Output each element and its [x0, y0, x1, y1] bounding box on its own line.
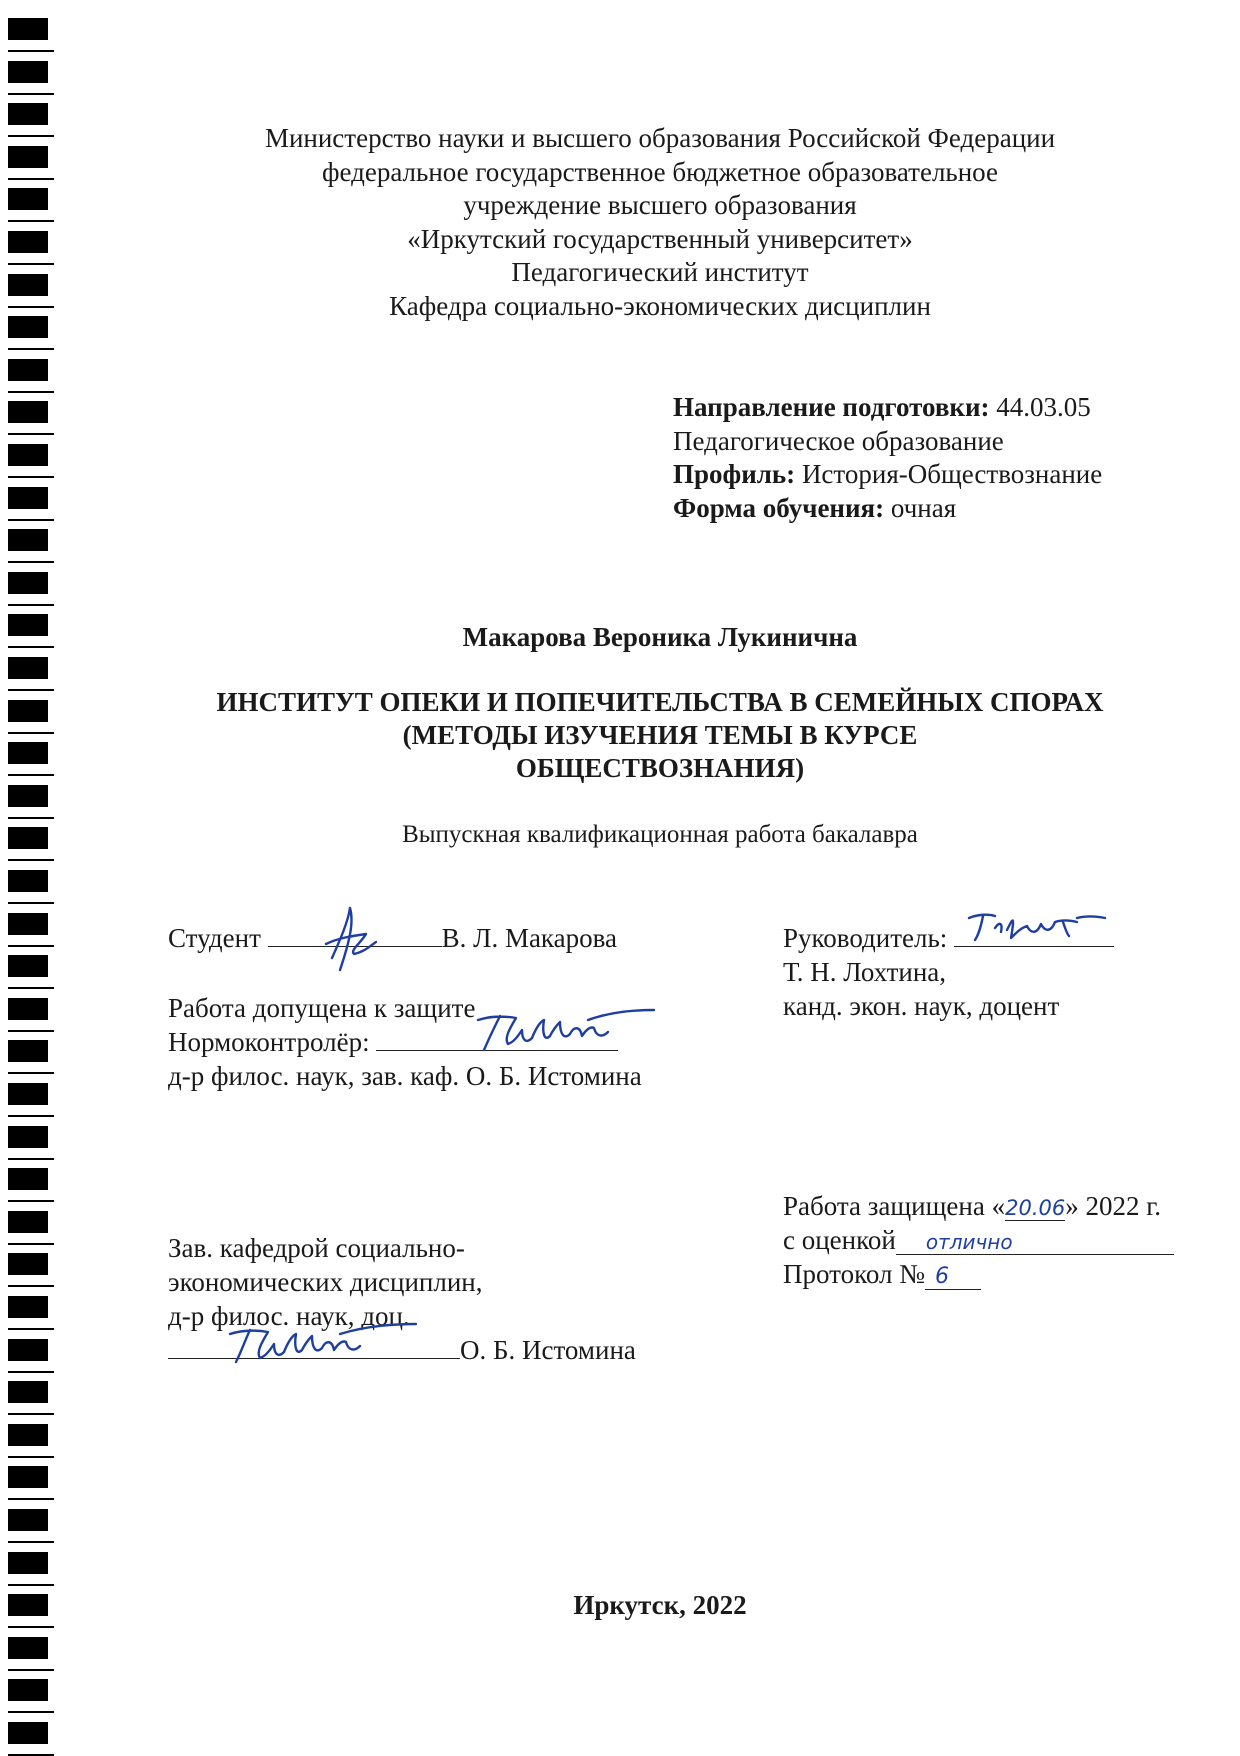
binding-hole [8, 614, 48, 636]
grade-value: отлично [896, 1230, 1174, 1255]
binding-edge [8, 1626, 54, 1628]
binding-hole [8, 1126, 48, 1148]
binding-edge [8, 1200, 54, 1202]
binding-edge [8, 1072, 54, 1074]
title-line: ИНСТИТУТ ОПЕКИ И ПОПЕЧИТЕЛЬСТВА В СЕМЕЙНЫХ СПОРАХ [216, 687, 1104, 717]
profile-label: Профиль: [673, 459, 796, 489]
binding-edge [8, 1584, 54, 1586]
binding-edge [8, 604, 54, 606]
normcontrol-label: Нормоконтролёр: [168, 1027, 370, 1057]
header-line: федеральное государственное бюджетное образовательное [321, 156, 998, 187]
binding-hole [8, 785, 48, 807]
defense-line [783, 1191, 1161, 1222]
binding-edge [8, 1328, 54, 1330]
normcontrol-signature [470, 1006, 660, 1056]
binding-edge [8, 263, 54, 265]
binding-edge [8, 1243, 54, 1245]
header-line: Министерство науки и высшего образования Российской Федерации [264, 123, 1056, 153]
binding-hole [8, 18, 48, 40]
binding-hole [8, 1722, 48, 1744]
binding-hole [8, 1339, 48, 1361]
binding-edge [8, 774, 54, 776]
binding-edge [8, 306, 54, 308]
binding-edge [8, 859, 54, 861]
binding-hole [8, 274, 48, 296]
binding-hole [8, 1637, 48, 1659]
binding-edge [8, 93, 54, 95]
binding-edge [8, 1285, 54, 1287]
binding-hole [8, 529, 48, 551]
supervisor-name: Т. Н. Лохтина, [783, 957, 947, 987]
binding-edge [8, 646, 54, 648]
binding-hole [8, 700, 48, 722]
binding-edge [8, 476, 54, 478]
binding-hole [8, 103, 48, 125]
binding-hole [8, 1296, 48, 1318]
binding-edge [8, 1541, 54, 1543]
header-line: Педагогический институт [511, 257, 809, 287]
student-signature [310, 900, 400, 980]
binding-hole [8, 359, 48, 381]
thesis-title [180, 686, 1140, 785]
binding-hole [8, 998, 48, 1020]
student-label: Студент [168, 923, 261, 953]
direction-label: Направление подготовки: [673, 392, 990, 422]
binding-hole [8, 955, 48, 977]
protocol-number: 6 [925, 1264, 981, 1290]
binding-hole [8, 1253, 48, 1275]
protocol-line [783, 1259, 981, 1290]
binding-hole [8, 444, 48, 466]
supervisor-degree: канд. экон. наук, доцент [783, 991, 1060, 1021]
binding-edge [8, 732, 54, 734]
binding-hole [8, 1509, 48, 1531]
binding-edge [8, 902, 54, 904]
binding-edge [8, 348, 54, 350]
title-line: ОБЩЕСТВОЗНАНИЯ) [515, 753, 805, 783]
direction-name: Педагогическое образование [673, 425, 1004, 456]
binding-hole [8, 231, 48, 253]
defense-suffix: » 2022 г. [1065, 1191, 1161, 1221]
protocol-label: Протокол № [783, 1259, 925, 1289]
city-year: Иркутск, 2022 [573, 1590, 747, 1620]
binding-edge [8, 178, 54, 180]
binding-hole [8, 572, 48, 594]
head-signature [220, 1322, 420, 1368]
binding-hole [8, 913, 48, 935]
head-line-3: д-р филос. наук, доц. [168, 1301, 410, 1331]
admission-text: Работа допущена к защите [168, 993, 476, 1023]
binding-edge [8, 945, 54, 947]
binding-hole [8, 1083, 48, 1105]
binding-hole [8, 1679, 48, 1701]
head-line-2: экономических дисциплин, [168, 1267, 483, 1297]
binding-edge [8, 1711, 54, 1713]
defense-date: 20.06 [1005, 1196, 1066, 1220]
work-type: Выпускная квалификационная работа бакалавра [402, 821, 918, 848]
binding-edge [8, 1030, 54, 1032]
binding-strip [0, 0, 56, 1754]
binding-edge [8, 1669, 54, 1671]
binding-edge [8, 220, 54, 222]
binding-hole [8, 316, 48, 338]
head-name: О. Б. Истомина [460, 1335, 636, 1365]
binding-edge [8, 689, 54, 691]
header-line: «Иркутский государственный университет» [407, 223, 913, 254]
form-value: очная [890, 492, 957, 523]
binding-hole [8, 870, 48, 892]
binding-hole [8, 188, 48, 210]
binding-hole [8, 827, 48, 849]
binding-hole [8, 1466, 48, 1488]
binding-hole [8, 61, 48, 83]
direction-code: 44.03.05 [996, 392, 1091, 422]
binding-hole [8, 146, 48, 168]
profile-value: История-Обществознание [801, 459, 1103, 489]
institution-header [200, 122, 1120, 323]
binding-edge [8, 1158, 54, 1160]
binding-edge [8, 987, 54, 989]
supervisor-signature [965, 908, 1115, 948]
binding-hole [8, 1381, 48, 1403]
grade-label: с оценкой [783, 1225, 896, 1255]
author-name: Макарова Вероника Лукинична [462, 622, 858, 652]
header-line: учреждение высшего образования [463, 190, 857, 220]
binding-hole [8, 1168, 48, 1190]
binding-hole [8, 487, 48, 509]
binding-hole [8, 1552, 48, 1574]
binding-hole [8, 1594, 48, 1616]
binding-hole [8, 1040, 48, 1062]
header-line: Кафедра социально-экономических дисциплин [389, 290, 931, 321]
normcontrol-person: д-р филос. наук, зав. каф. О. Б. Истомина [168, 1061, 642, 1091]
binding-edge [8, 1413, 54, 1415]
binding-edge [8, 433, 54, 435]
binding-edge [8, 391, 54, 393]
binding-hole [8, 742, 48, 764]
binding-edge [8, 561, 54, 563]
student-name: В. Л. Макарова [441, 923, 618, 953]
supervisor-label: Руководитель: [783, 923, 948, 953]
binding-hole [8, 657, 48, 679]
head-line-1: Зав. кафедрой социально- [168, 1233, 465, 1263]
binding-hole [8, 1211, 48, 1233]
binding-edge [8, 1456, 54, 1458]
binding-edge [8, 50, 54, 52]
binding-edge [8, 519, 54, 521]
binding-edge [8, 135, 54, 137]
defense-prefix: Работа защищена « [783, 1191, 1006, 1221]
binding-hole [8, 401, 48, 423]
binding-hole [8, 1424, 48, 1446]
binding-edge [8, 1498, 54, 1500]
form-label: Форма обучения: [673, 492, 885, 523]
grade-line [783, 1225, 1174, 1256]
direction-block [673, 391, 1102, 525]
title-line: (МЕТОДЫ ИЗУЧЕНИЯ ТЕМЫ В КУРСЕ [402, 720, 918, 750]
binding-edge [8, 1371, 54, 1373]
binding-edge [8, 817, 54, 819]
binding-edge [8, 1115, 54, 1117]
